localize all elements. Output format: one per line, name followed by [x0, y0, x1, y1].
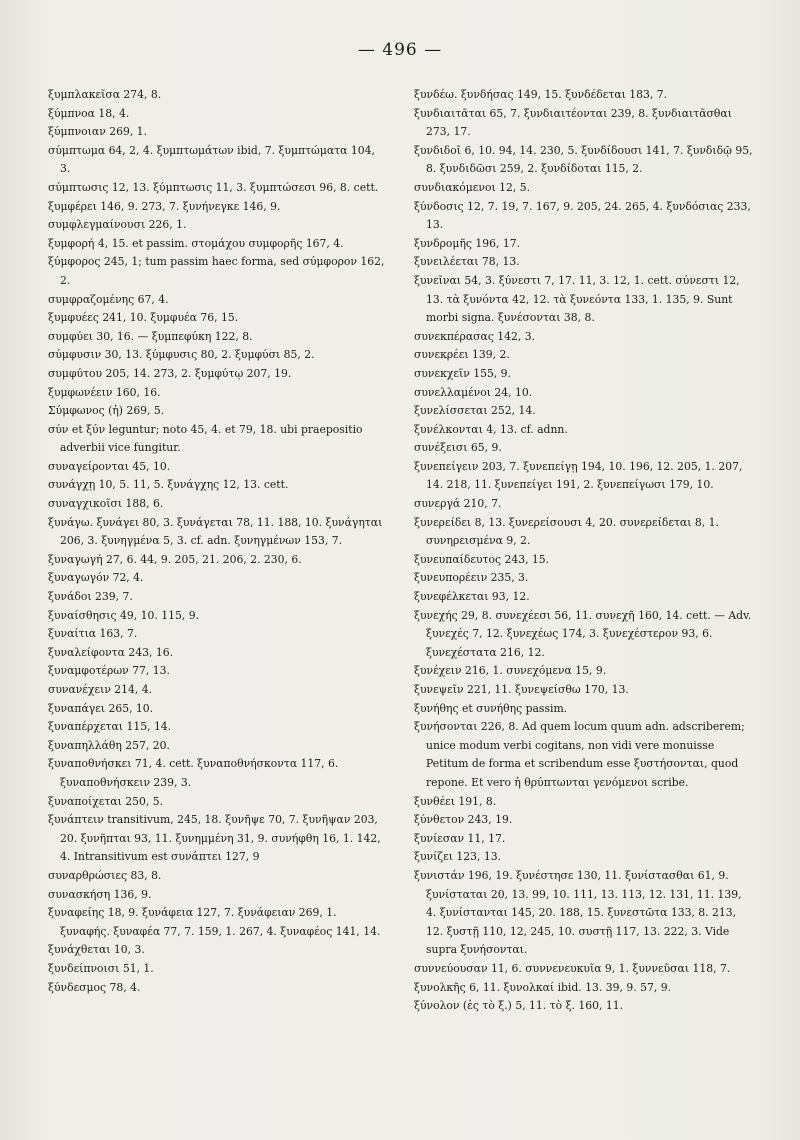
index-entry: ξυνδέω. ξυνδήσας 149, 15. ξυνδέδεται 183, 7. — [414, 88, 668, 101]
index-entry: συμφύει 30, 16. — ξυμπεφύκη 122, 8. — [48, 329, 253, 343]
index-entry: ξύνθετον 243, 19. — [414, 813, 513, 827]
index-entry: ξυναποίχεται 250, 5. — [48, 794, 164, 808]
index-entry: συναρθρώσιες 83, 8. — [48, 868, 162, 882]
index-entry: σύμφυσιν 30, 13. ξύμφυσις 80, 2. ξυμφύσι 85, 2. — [48, 348, 315, 362]
index-entry: ξυνολκῆς 6, 11. ξυνολκαί ibid. 13. 39, 9. 57, 9. — [414, 980, 672, 994]
index-entry: συνασκήση 136, 9. — [48, 887, 152, 901]
index-entry: ξυνίζει 123, 13. — [414, 850, 502, 864]
index-entry: συμφραζομένης 67, 4. — [48, 292, 169, 306]
index-entry: ξυνευπαίδευτος 243, 15. — [414, 552, 550, 566]
page-number: — 496 — — [357, 40, 443, 60]
index-entry: ξύμπνοιαν 269, 1. — [48, 125, 147, 139]
index-entry: Σύμφωνος (ἡ) 269, 5. — [48, 404, 165, 418]
index-entry: ξυνήθης et συνήθης passim. — [414, 701, 568, 715]
index-entry: σύμπτωμα 64, 2, 4. ξυμπτωμάτων ibid, 7. ξυμπτώματα 104, 3. — [48, 143, 375, 176]
index-entry: ξυνεφέλκεται 93, 12. — [414, 590, 530, 604]
index-entry: ξυνάπτειν transitivum, 245, 18. ξυνῆψε 70, 7. ξυνῆψαν 203, 20. ξυνῆπται 93, 11. ξυνημμένη 31, 9. συνήφθη 16, 1. 142, 4. Intransitivum est συνάπτει 127, 9 — [48, 813, 381, 864]
index-entry: συμφλεγμαίνουσι 226, 1. — [48, 218, 187, 232]
index-entry: ξυνερείδει 8, 13. ξυνερείσουσι 4, 20. συνερείδεται 8, 1. συνηρεισμένα 9, 2. — [414, 515, 719, 548]
index-entry: ξυνέχειν 216, 1. συνεχόμενα 15, 9. — [414, 664, 607, 678]
right-index-column — [414, 86, 754, 1016]
index-entry: ξυνευπορέειν 235, 3. — [414, 571, 529, 585]
index-entry: ξυνεπείγειν 203, 7. ξυνεπείγῃ 194, 10. 196, 12. 205, 1. 207, 14. 218, 11. ξυνεπείγει 191, 2. ξυνεπείγωσι 179, 10. — [414, 459, 743, 492]
index-entry: ξυνιστάν 196, 19. ξυνέστησε 130, 11. ξυνίστασθαι 61, 9. ξυνίσταται 20, 13. 99, 10. 111, 13. 113, 12. 131, 11. 139, 4. ξυνίστανται 145, 20. 188, 15. ξυνεστῶτα 133, 8. 213, 12. ξυστῇ 110, 12, 245, 10. συστῇ 117, 13. 222, 3. Vide supra ξυνήσονται. — [414, 868, 742, 957]
index-entry: ξύμπνοα 18, 4. — [48, 106, 130, 120]
index-entry: ξυνεψεῖν 221, 11. ξυνεψείσθω 170, 13. — [414, 683, 629, 696]
index-entry: ξυναπάγει 265, 10. — [48, 701, 154, 715]
index-entry: συνεργά 210, 7. — [414, 497, 502, 511]
index-entry: ξυνειλέεται 78, 13. — [414, 255, 520, 269]
index-entry: σύμπτωσις 12, 13. ξύμπτωσις 11, 3. ξυμπτώσεσι 96, 8. cett. — [48, 180, 379, 194]
index-entry: συνάγχῃ 10, 5. 11, 5. ξυνάγχης 12, 13. cett. — [48, 478, 289, 492]
index-entry: ξυναποθνήσκει 71, 4. cett. ξυναποθνήσκοντα 117, 6. ξυναποθνήσκειν 239, 3. — [48, 757, 339, 789]
index-entry: ξυνελίσσεται 252, 14. — [414, 404, 536, 418]
index-entry: ξυμφέρει 146, 9. 273, 7. ξυνήνεγκε 146, 9. — [48, 199, 281, 213]
index-entry: ξυναφείης 18, 9. ξυνάφεια 127, 7. ξυνάφειαν 269, 1. ξυναφής. ξυναφέα 77, 7. 159, 1. 267, 4. ξυναφέος 141, 14. — [48, 906, 381, 938]
index-entry: ξυνεχής 29, 8. συνεχέεσι 56, 11. συνεχῆ 160, 14. cett. — Adv. ξυνεχές 7, 12. ξυνεχέως 174, 3. ξυνεχέστερον 93, 6. ξυνεχέστατα 216, 12. — [414, 608, 752, 659]
index-entry: συνανέχειν 214, 4. — [48, 683, 153, 696]
index-entry: ξυνάχθεται 10, 3. — [48, 943, 145, 957]
index-entry: ξυμφορή 4, 15. et passim. στομάχου συμφορῆς 167, 4. — [48, 236, 344, 250]
index-entry: ξυνάγω. ξυνάγει 80, 3. ξυνάγεται 78, 11. 188, 10. ξυνάγηται 206, 3. ξυνηγμένα 5, 3. cf. adn. ξυνηγμένων 153, 7. — [48, 515, 383, 548]
index-entry: συνελλαμένοι 24, 10. — [414, 385, 533, 399]
index-entry: ξυναγωγή 27, 6. 44, 9. 205, 21. 206, 2. 230, 6. — [48, 552, 302, 566]
index-entry: συνεκχεῖν 155, 9. — [414, 366, 511, 380]
index-entry: ξυναπηλλάθη 257, 20. — [48, 738, 170, 752]
index-entry: ξύνδεσμος 78, 4. — [48, 980, 141, 994]
index-entry: συννεύουσαν 11, 6. συννενευκυῖα 9, 1. ξυννεῦσαι 118, 7. — [414, 961, 731, 975]
index-entry: ξυμφυέες 241, 10. ξυμφυέα 76, 15. — [48, 311, 239, 325]
index-entry: ξυνδιδοῖ 6, 10. 94, 14. 230, 5. ξυνδίδουσι 141, 7. ξυνδιδῷ 95, 8. ξυνδιδῶσι 259, 2. ξυνδίδοται 115, 2. — [414, 143, 753, 176]
index-entry: ξύνδοσις 12, 7. 19, 7. 167, 9. 205, 24. 265, 4. ξυνδόσιας 233, 13. — [414, 199, 751, 232]
index-entry: ξυνδρομῆς 196, 17. — [414, 236, 521, 250]
index-entry: σύν et ξύν leguntur; noto 45, 4. et 79, 18. ubi praepositio adverbii vice fungitur. — [48, 422, 363, 455]
index-entry: ξυμφωνέειν 160, 16. — [48, 385, 161, 399]
index-entry: ξύνολον (ἐς τὸ ξ.) 5, 11. τὸ ξ. 160, 11. — [414, 999, 624, 1013]
index-entry: ξυνίεσαν 11, 17. — [414, 831, 506, 845]
index-entry: συμφύτου 205, 14. 273, 2. ξυμφύτῳ 207, 19. — [48, 366, 292, 380]
index-entry: ξυναπέρχεται 115, 14. — [48, 720, 172, 734]
index-entry: συνδιακόμενοι 12, 5. — [414, 180, 531, 194]
index-entry: ξυναμφοτέρων 77, 13. — [48, 664, 170, 678]
index-entry: συναγχικοῖσι 188, 6. — [48, 497, 164, 511]
index-entry: ξυναίσθησις 49, 10. 115, 9. — [48, 608, 199, 622]
index-entry: ξυμπλακεῖσα 274, 8. — [48, 88, 162, 101]
index-entry: συνεκπέρασας 142, 3. — [414, 329, 536, 343]
index-entry: ξυνθέει 191, 8. — [414, 794, 497, 808]
index-entry: ξύμφορος 245, 1; tum passim haec forma, sed σύμφορον 162, 2. — [48, 255, 385, 287]
index-entry: ξυνδείπνοισι 51, 1. — [48, 961, 154, 975]
left-index-column — [48, 86, 388, 997]
index-entry: ξυνεῖναι 54, 3. ξύνεστι 7, 17. 11, 3. 12, 1. cett. σύνεστι 12, 13. τὰ ξυνόντα 42, 12. τὰ ξυνεόντα 133, 1. 135, 9. Sunt morbi signa. ξυνέσονται 38, 8. — [414, 273, 740, 325]
index-entry: ξυνδιαιτᾶται 65, 7. ξυνδιαιτέονται 239, 8. ξυνδιαιτᾶσθαι 273, 17. — [414, 106, 732, 139]
index-entry: ξυνήσονται 226, 8. Ad quem locum quum adn. adscriberem; unice modum verbi cogitans, non vidi vere monuisse Petitum de forma et scribendum esse ξυστήσονται, quod repone. Et vero ἡ θρύπτωνται γενόμενοι scribe. — [414, 720, 745, 789]
index-entry: συνεκρέει 139, 2. — [414, 348, 510, 362]
index-entry: ξυναίτια 163, 7. — [48, 627, 138, 641]
index-entry: ξυνέλκονται 4, 13. cf. adnn. — [414, 422, 568, 436]
index-entry: ξυναλείφοντα 243, 16. — [48, 645, 173, 659]
index-entry: ξυνάδοι 239, 7. — [48, 590, 133, 604]
index-entry: ξυναγωγόν 72, 4. — [48, 571, 144, 585]
index-entry: συνέξεισι 65, 9. — [414, 441, 502, 455]
index-entry: συναγείρονται 45, 10. — [48, 459, 171, 473]
